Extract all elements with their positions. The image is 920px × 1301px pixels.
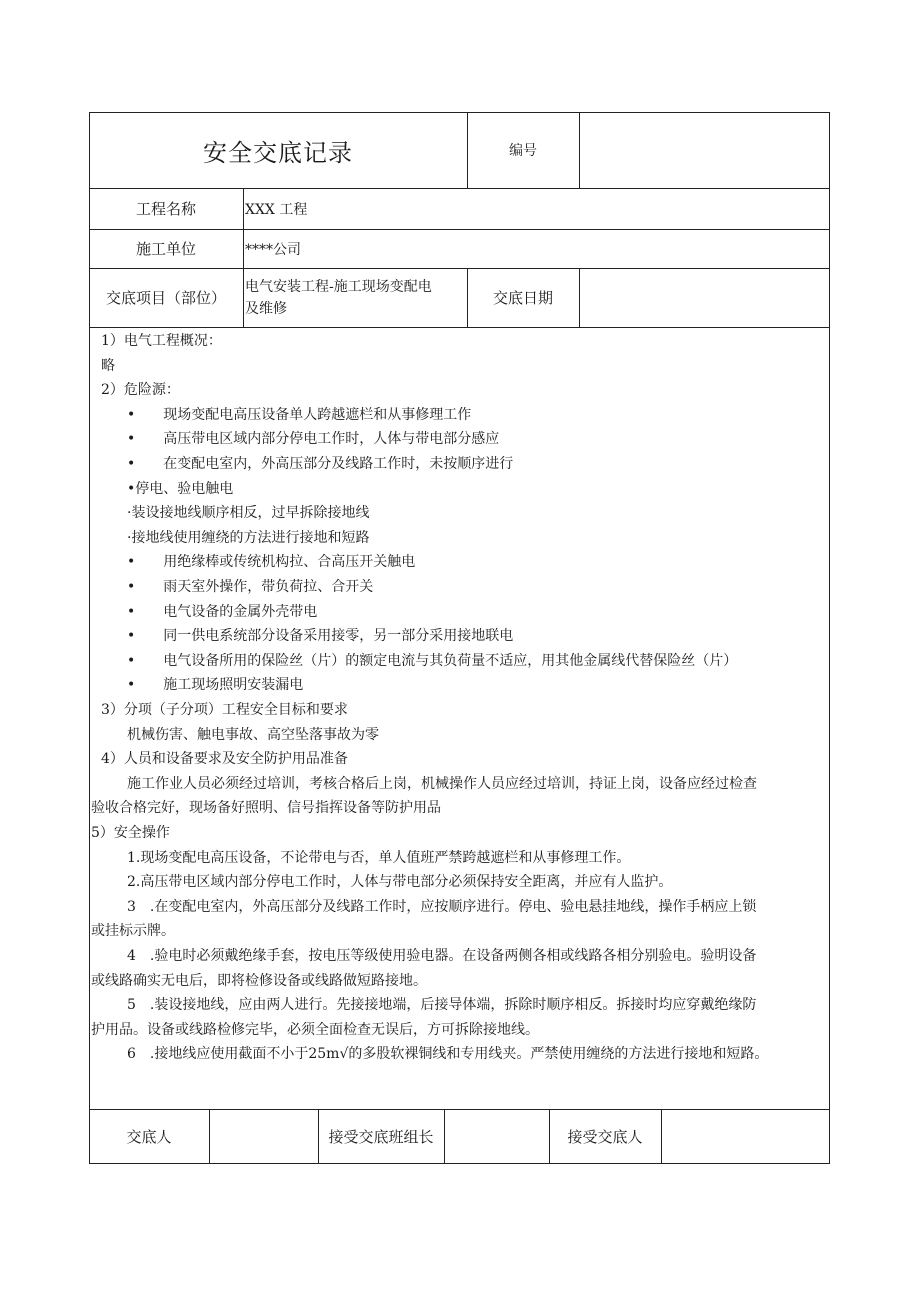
hazard-item: • 在变配电室内，外高压部分及线路工作时，未按顺序进行 — [127, 456, 514, 472]
contractor-label: 施工单位 — [135, 240, 196, 258]
hazard-item: • 高压带电区域内部分停电工作时，人体与带电部分感应 — [127, 431, 500, 447]
section-title: 5）安全操作 — [91, 825, 170, 841]
operation-item: 1.现场变配电高压设备，不论带电与否，单人值班严禁跨越遮栏和从事修理工作。 — [127, 850, 631, 866]
number-value — [579, 112, 830, 188]
hazard-item: ·接地线使用缠绕的方法进行接地和短路 — [127, 530, 370, 546]
hazard-item: • 电气设备所用的保险丝（片）的额定电流与其负荷量不适应，用其他金属线代替保险丝（片） — [127, 653, 738, 669]
hazard-item: • 现场变配电高压设备单人跨越遮栏和从事修理工作 — [127, 407, 472, 423]
section-title: 1）电气工程概况： — [101, 333, 222, 349]
team-leader-label: 接受交底班组长 — [328, 1128, 434, 1146]
operation-item: 4 .验电时必须戴绝缘手套，按电压等级使用验电器。在设备两侧各相或线路各相分别验电。验明设备 — [127, 948, 757, 964]
safety-briefing-form — [89, 112, 830, 1164]
item-value-line: 电气安装工程-施工现场变配电 — [245, 278, 432, 295]
hazard-item: •停电、验电触电 — [127, 481, 234, 497]
column-divider — [243, 188, 244, 327]
operation-item: 3 .在变配电室内，外高压部分及线路工作时，应按顺序进行。停电、验电悬挂地线，操作手柄应上锁 — [127, 899, 757, 915]
section-text: 机械伤害、触电事故、高空坠落事故为零 — [127, 727, 379, 743]
contractor-value: ****公司 — [245, 241, 301, 258]
form-title: 安全交底记录 — [203, 138, 353, 167]
section-title: 2）危险源： — [101, 382, 180, 398]
item-value-line: 及维修 — [245, 300, 287, 317]
hazard-item: ·装设接地线顺序相反，过早拆除接地线 — [127, 505, 370, 521]
section-text: 略 — [101, 358, 115, 374]
date-value — [579, 268, 830, 327]
briefer-label: 交底人 — [126, 1128, 172, 1146]
date-label: 交底日期 — [492, 289, 553, 307]
hazard-item: • 电气设备的金属外壳带电 — [127, 604, 318, 620]
operation-item: 6 .接地线应使用截面不小于25m√的多股软裸铜线和专用线夹。严禁使用缠绕的方法进行接地和短路。 — [127, 1046, 769, 1062]
hazard-item: • 用绝缘棒或传统机构拉、合高压开关触电 — [127, 554, 416, 570]
team-leader-value — [444, 1109, 549, 1164]
section-text: 验收合格完好，现场备好照明、信号指挥设备等防护用品 — [91, 800, 441, 816]
operation-item: 5 .装设接地线，应由两人进行。先接接地端，后接导体端，拆除时顺序相反。拆接时均应穿戴绝缘防 — [127, 997, 757, 1013]
section-title: 3）分项（子分项）工程安全目标和要求 — [101, 702, 348, 718]
section-text: 施工作业人员必须经过培训，考核合格后上岗，机械操作人员应经过培训，持证上岗，设备应经过检查 — [127, 776, 757, 792]
operation-item: 或线路确实无电后，即将检修设备或线路做短路接地。 — [91, 973, 427, 989]
hazard-item: • 雨天室外操作，带负荷拉、合开关 — [127, 579, 374, 595]
item-value — [245, 268, 467, 327]
hazard-item: • 施工现场照明安装漏电 — [127, 677, 304, 693]
operation-item: 2.高压带电区域内部分停电工作时，人体与带电部分必须保持安全距离，并应有人监护。 — [127, 874, 673, 890]
row-divider — [89, 327, 830, 328]
number-label: 编号 — [509, 143, 537, 159]
briefer-value — [209, 1109, 318, 1164]
project-name-value: XXX 工程 — [245, 201, 308, 218]
operation-item: 或挂标示牌。 — [91, 923, 175, 939]
section-title: 4）人员和设备要求及安全防护用品准备 — [101, 751, 348, 767]
receiver-value — [661, 1109, 830, 1164]
hazard-item: • 同一供电系统部分设备采用接零，另一部分采用接地联电 — [127, 628, 514, 644]
item-label: 交底项目（部位） — [105, 289, 226, 307]
project-name-label: 工程名称 — [135, 200, 196, 218]
receiver-label: 接受交底人 — [567, 1128, 643, 1146]
operation-item: 护用品。设备或线路检修完毕，必须全面检查无误后，方可拆除接地线。 — [91, 1022, 539, 1038]
